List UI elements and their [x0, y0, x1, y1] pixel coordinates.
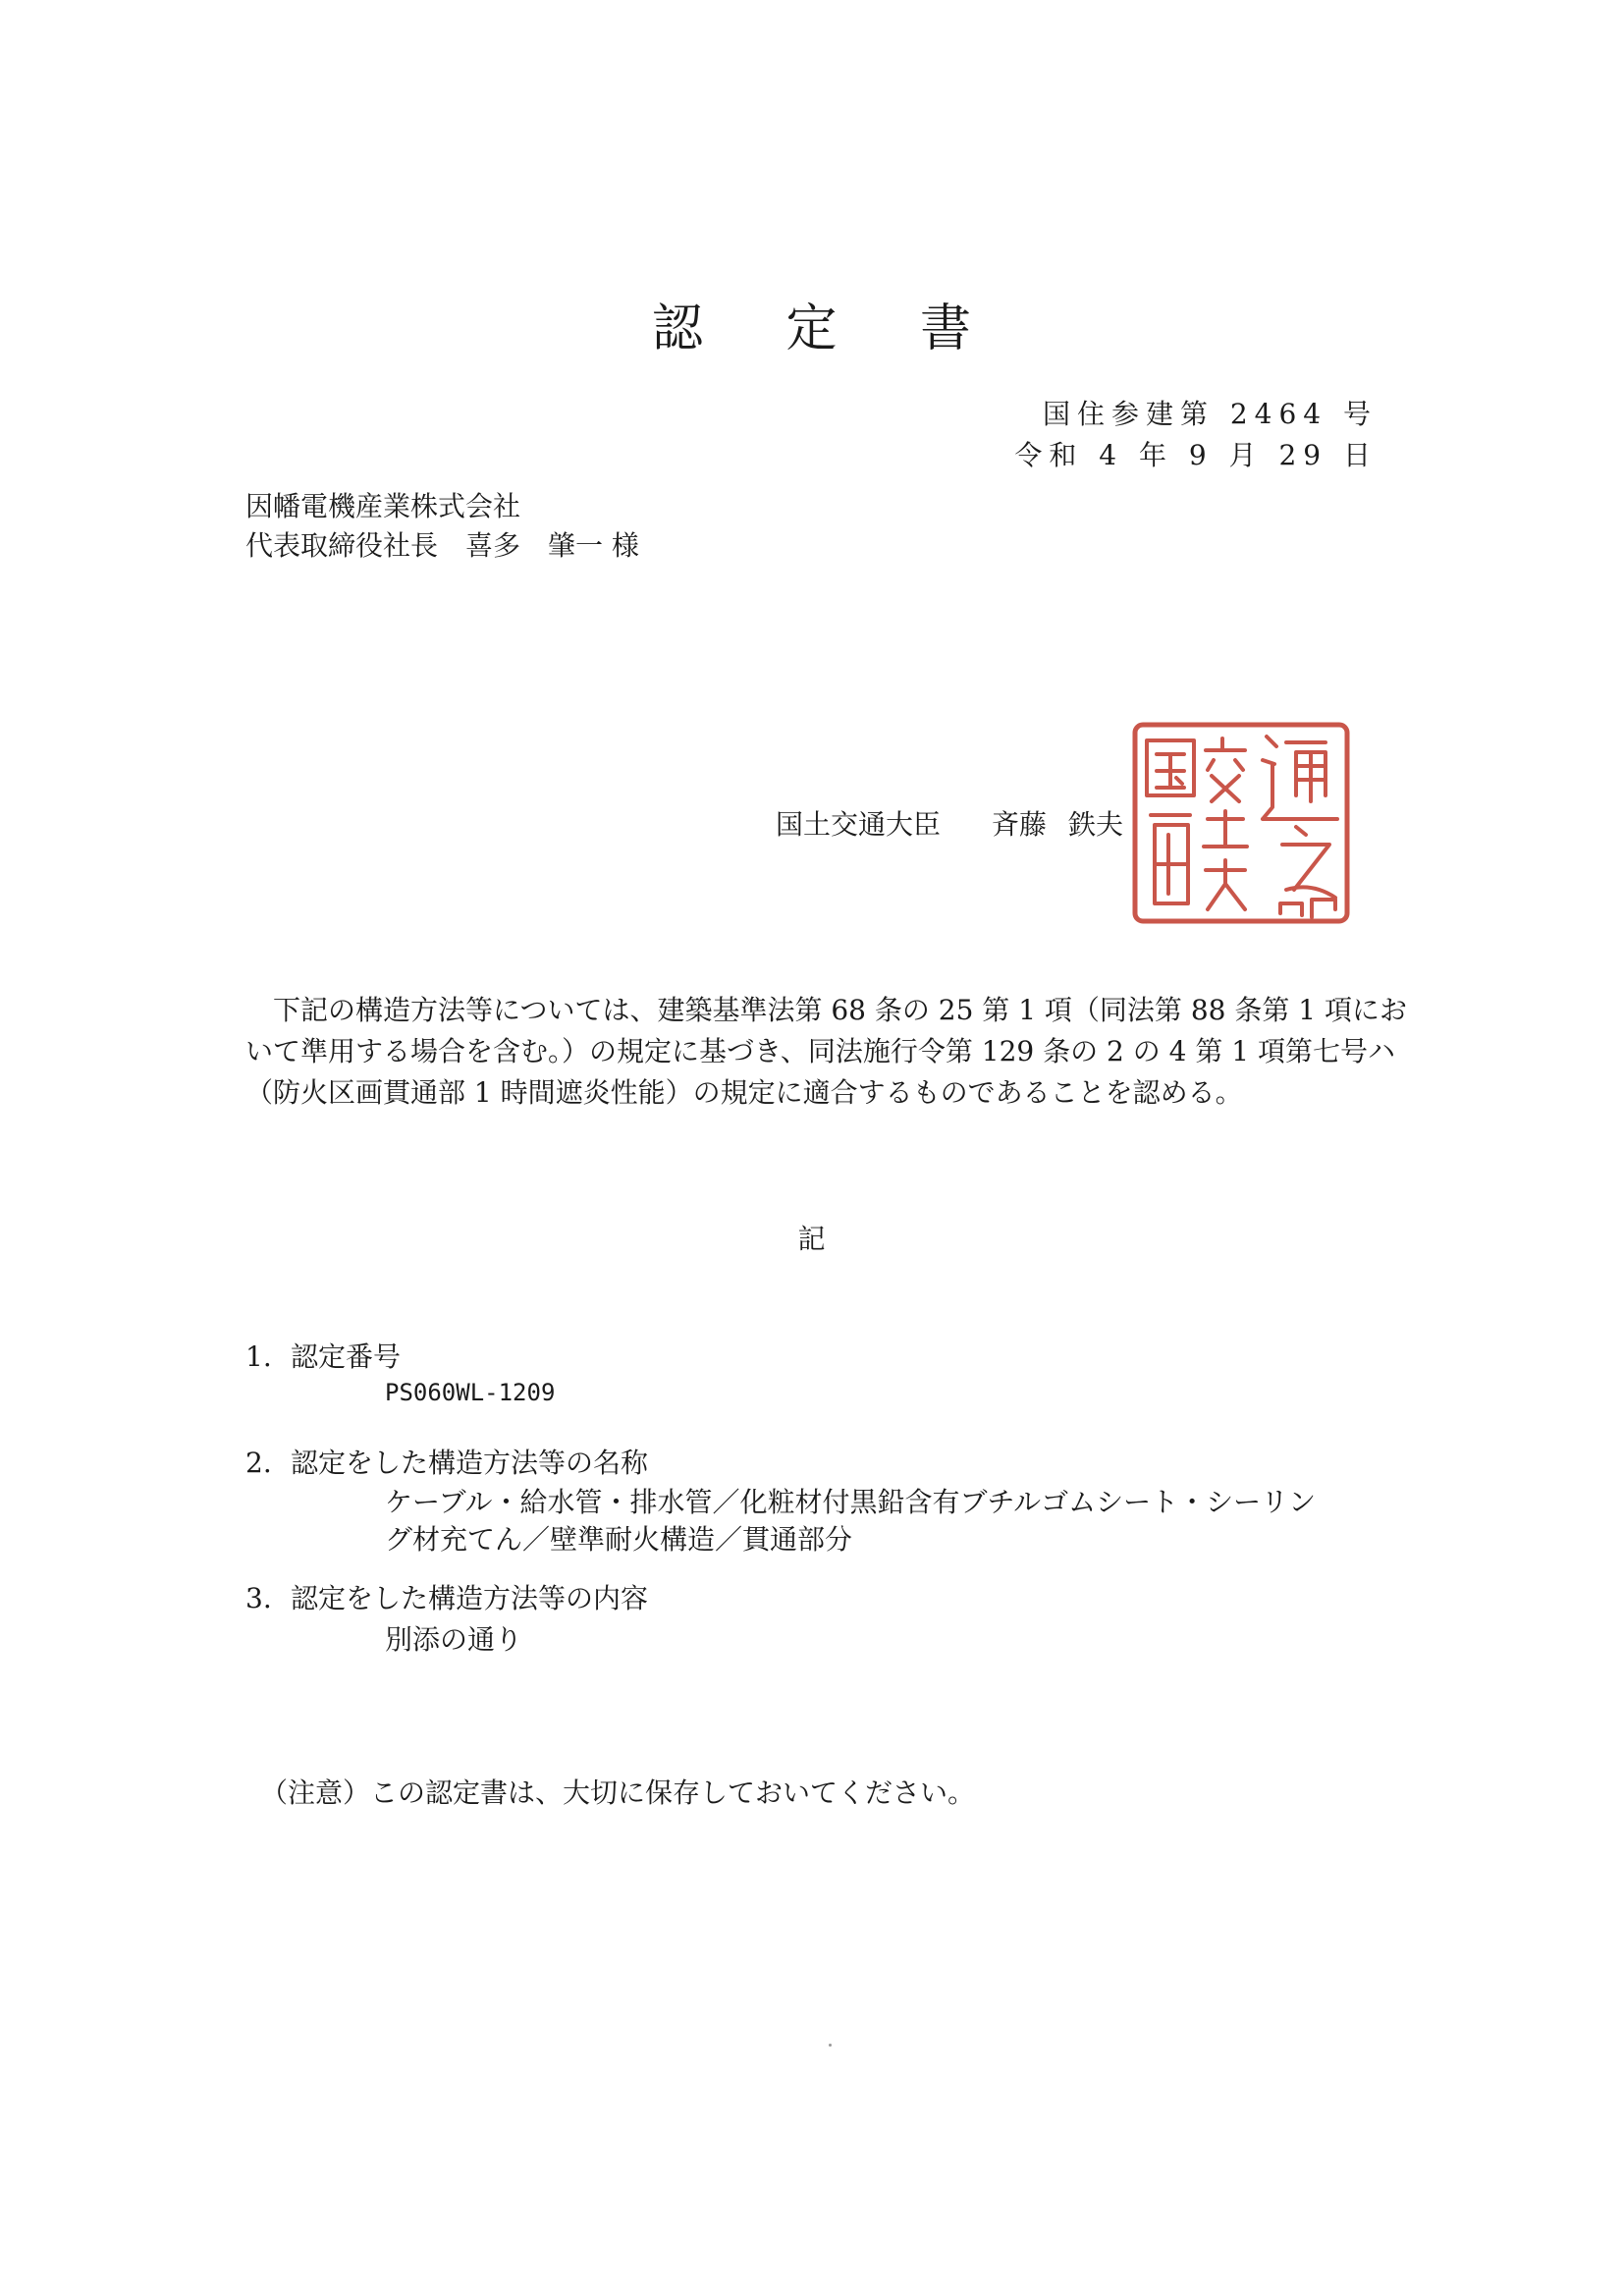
caution-note: （注意）この認定書は、大切に保存しておいてください。 [260, 1777, 976, 1809]
issuer-family-name: 斉藤 [992, 808, 1048, 841]
issuer-given-name: 鉄夫 [1068, 808, 1124, 841]
item-label: 認定番号 [291, 1340, 402, 1373]
official-seal-stamp [1129, 717, 1355, 928]
scan-speck [829, 2044, 832, 2047]
structure-content-value: 別添の通り [385, 1623, 523, 1656]
structure-name-line: ケーブル・給水管・排水管／化粧材付黒鉛含有ブチルゴムシート・シーリン [385, 1486, 1317, 1518]
item-number: 3. [245, 1582, 272, 1614]
ki-heading: 記 [797, 1223, 826, 1255]
item-1-heading [245, 1336, 401, 1375]
statement-line: いて準用する場合を含む。）の規定に基づき、同法施行令第 129 条の 2 の 4 第 1 項第七号ハ [245, 1035, 1395, 1067]
item-3-heading [245, 1577, 648, 1616]
item-number: 1. [245, 1340, 272, 1373]
document-date: 令和 4 年 9 月 29 日 [1014, 439, 1378, 471]
item-2-heading [245, 1442, 648, 1481]
document-title: 認 定 書 [651, 300, 1005, 358]
issuer-title: 国土交通大臣 [776, 808, 942, 841]
item-label: 認定をした構造方法等の名称 [291, 1447, 649, 1479]
item-label: 認定をした構造方法等の内容 [291, 1582, 649, 1614]
structure-name-line: グ材充てん／壁準耐火構造／貫通部分 [385, 1523, 853, 1556]
certification-statement [245, 990, 1424, 1114]
addressee-company: 因幡電機産業株式会社 [245, 490, 521, 522]
statement-line: （防火区画貫通部 1 時間遮炎性能）の規定に適合するものであることを認める。 [245, 1076, 1243, 1109]
item-number: 2. [245, 1447, 272, 1479]
document-number: 国住参建第 2464 号 [1042, 398, 1378, 430]
certification-number-value: PS060WL-1209 [385, 1379, 556, 1406]
issuer-line [776, 803, 1123, 843]
statement-line: 下記の構造方法等については、建築基準法第 68 条の 25 第 1 項（同法第 88 条第 1 項にお [245, 994, 1407, 1026]
addressee-person: 代表取締役社長 喜多 肇一 様 [245, 529, 639, 562]
